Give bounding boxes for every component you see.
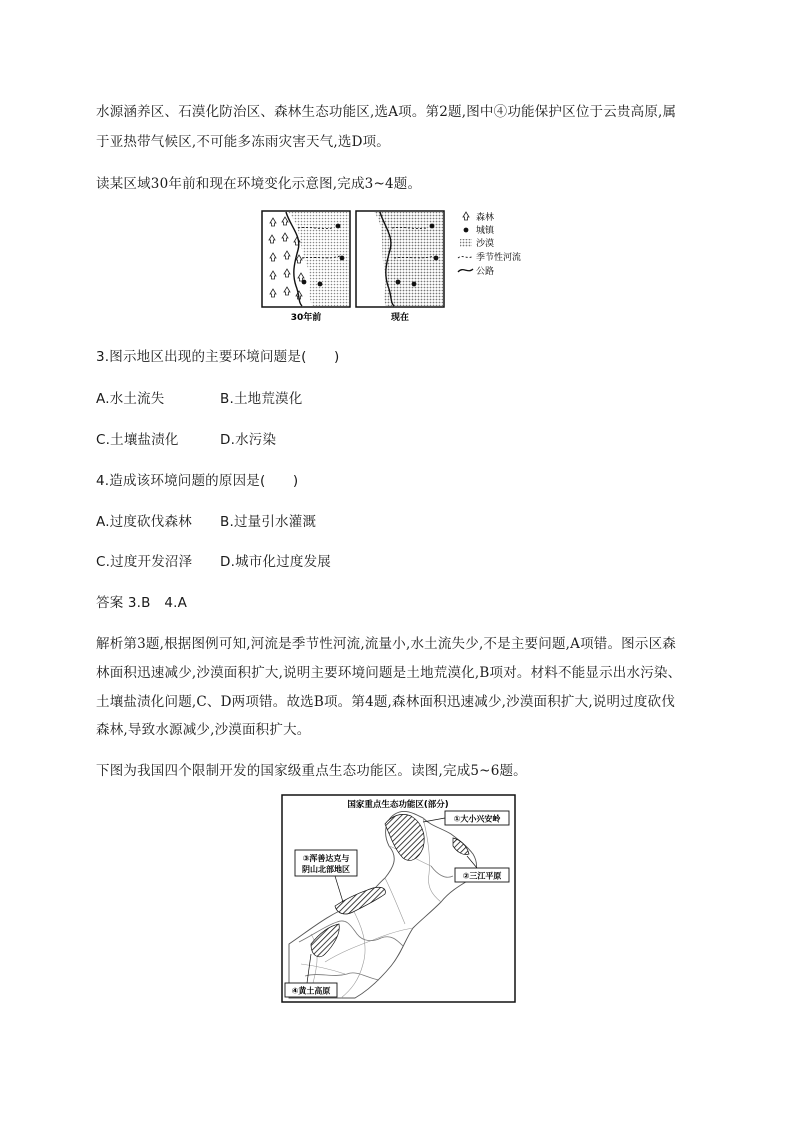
environment-change-figure (258, 208, 538, 330)
q3-option-d[interactable]: D.水污染 (220, 432, 277, 448)
label-zone-3-text-b: 阴山北部地区 (302, 865, 350, 874)
legend-seasonal-river: 季节性河流 (476, 253, 522, 263)
question-4-stem: 4.造成该环境问题的原因是( ) (96, 473, 299, 489)
caption-30-years-ago: 30年前 (290, 313, 322, 323)
q4-option-b[interactable]: B.过量引水灌溉 (220, 514, 317, 530)
label-zone-4-text: ④黄土高原 (291, 986, 331, 996)
paragraph-line: 于亚热带气候区,不可能多冻雨灾害天气,选D项。 (96, 134, 391, 150)
legend-road: 公路 (476, 267, 495, 277)
caption-now: 现在 (390, 313, 410, 323)
label-zone-1-text: ①大小兴安岭 (453, 814, 501, 824)
question-intro: 下图为我国四个限制开发的国家级重点生态功能区。读图,完成5~6题。 (96, 763, 527, 779)
q4-option-c[interactable]: C.过度开发沼泽 (96, 554, 193, 570)
paragraph-line: 水源涵养区、石漠化防治区、森林生态功能区,选A项。第2题,图中④功能保护区位于云贵高原,属 (96, 104, 677, 120)
label-zone-3-text-a: ③浑善达克与 (302, 854, 350, 863)
label-zone-2-text: ②三江平原 (462, 871, 502, 881)
question-intro: 读某区域30年前和现在环境变化示意图,完成3~4题。 (96, 176, 422, 192)
analysis-line: 林面积迅速减少,沙漠面积扩大,说明主要环境问题是土地荒漠化,B项对。材料不能显示出水污染、 (96, 665, 682, 681)
seasonal-river-legend-icon (458, 256, 473, 258)
q3-option-c[interactable]: C.土壤盐渍化 (96, 432, 179, 448)
label-zone-3 (295, 850, 357, 876)
town-legend-icon (464, 228, 469, 233)
ecological-zones-map (281, 794, 516, 1008)
q3-option-b[interactable]: B.土地荒漠化 (220, 391, 303, 407)
figure1-legend (458, 211, 521, 277)
q4-option-d[interactable]: D.城市化过度发展 (220, 554, 331, 570)
question-3-stem: 3.图示地区出现的主要环境问题是( ) (96, 349, 340, 365)
legend-desert: 沙漠 (476, 239, 495, 249)
map-now (356, 211, 444, 307)
label-zone-1 (445, 811, 509, 825)
analysis-line: 土壤盐渍化问题,C、D两项错。故选B项。第4题,森林面积迅速减少,沙漠面积扩大,说明过度砍伐 (96, 694, 676, 710)
map-30-years-ago (262, 211, 350, 307)
answer-line: 答案 3.B 4.A (96, 595, 188, 611)
forest-legend-icon (463, 212, 469, 220)
q4-option-a[interactable]: A.过度砍伐森林 (96, 514, 192, 530)
label-zone-2 (455, 868, 509, 882)
legend-town: 城镇 (476, 226, 495, 236)
road-legend-icon (458, 269, 473, 272)
map-title: 国家重点生态功能区(部分) (347, 800, 449, 810)
desert-legend-icon (460, 239, 472, 247)
analysis-line: 解析第3题,根据图例可知,河流是季节性河流,流量小,水土流失少,不是主要问题,A项错。图示区森 (96, 636, 676, 652)
analysis-line: 森林,导致水源减少,沙漠面积扩大。 (96, 722, 311, 738)
label-zone-4 (285, 983, 337, 997)
q3-option-a[interactable]: A.水土流失 (96, 391, 165, 407)
legend-forest: 森林 (476, 213, 495, 223)
